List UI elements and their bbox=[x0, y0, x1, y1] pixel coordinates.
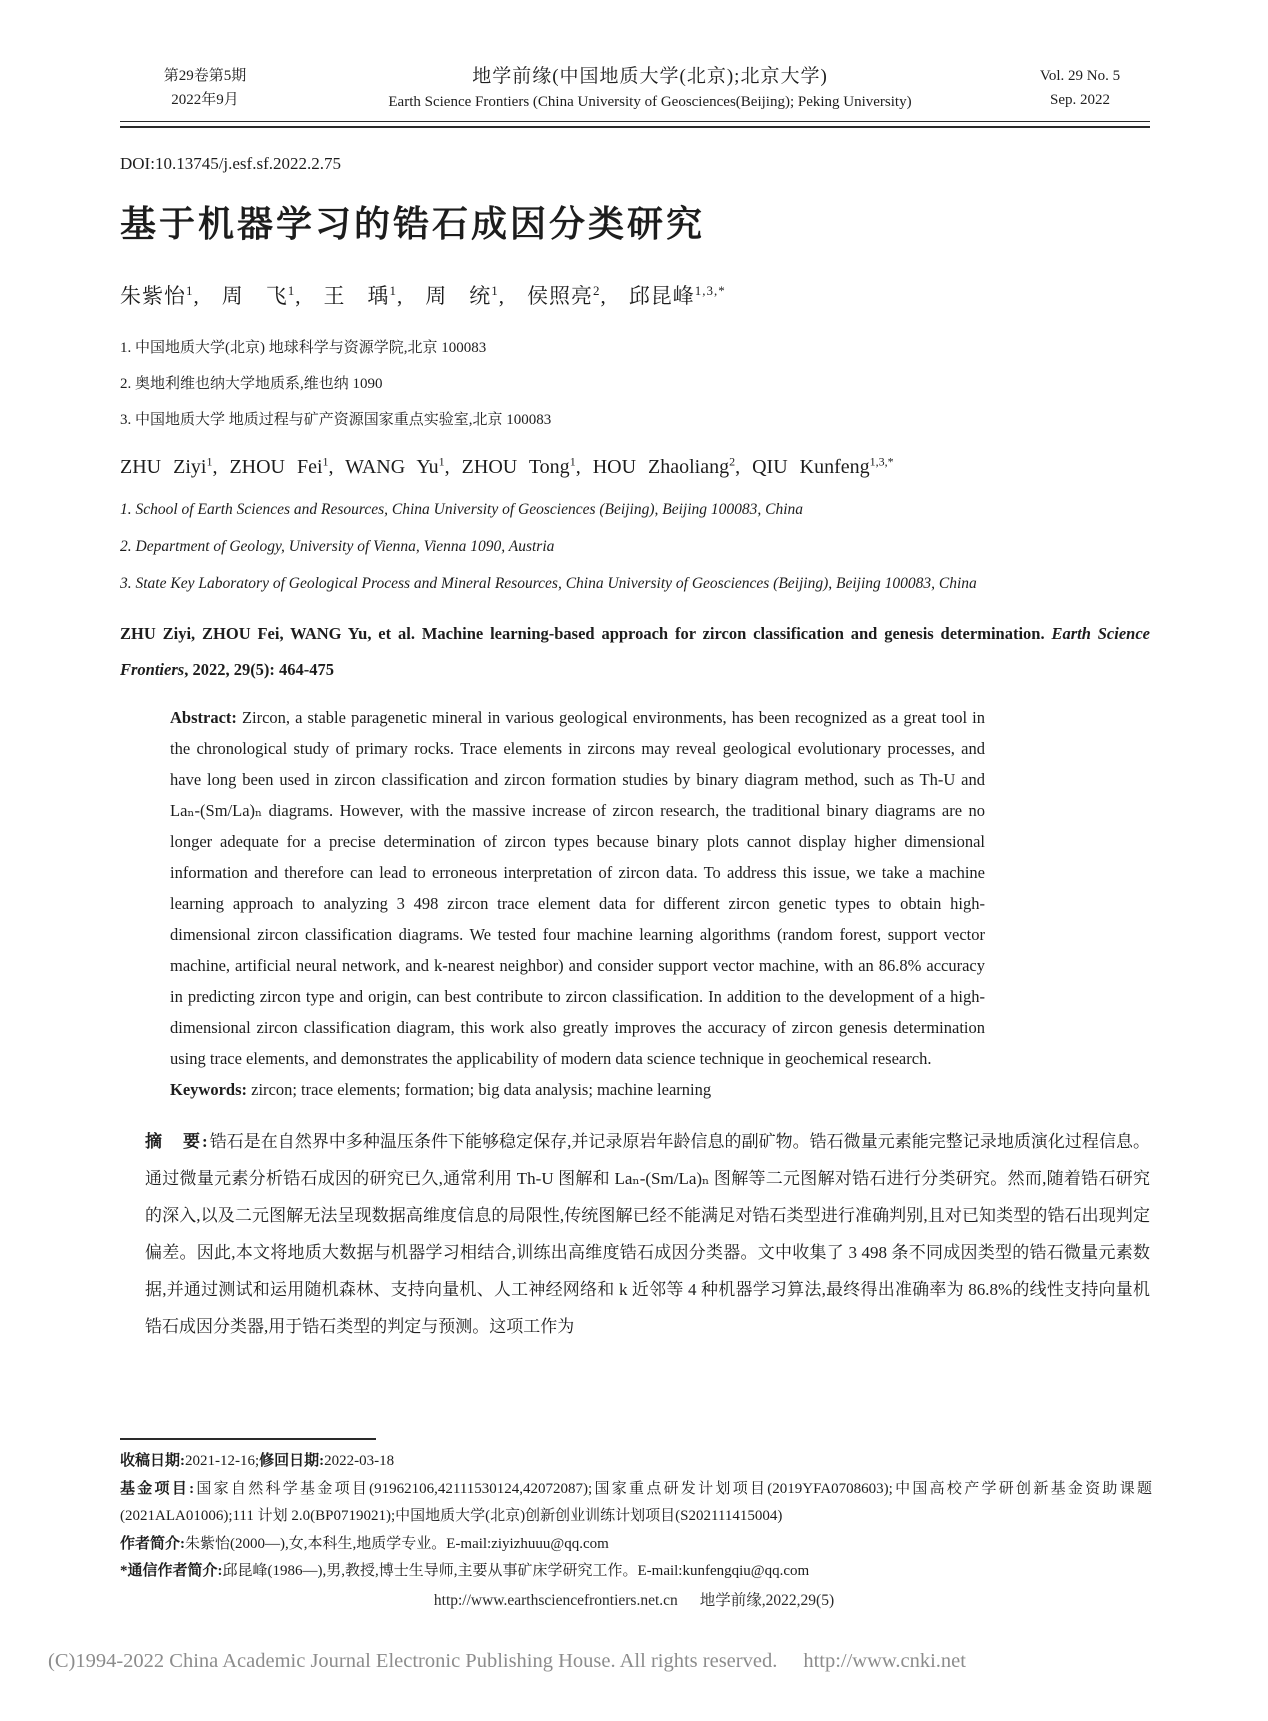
citation-line-seg: ZHU Ziyi, ZHOU Fei, WANG Yu, et al. Machine learning-based approach for zircon classification and genesis determination. bbox=[120, 624, 1052, 643]
affiliation-en-2: 2. Department of Geology, University of Vienna, Vienna 1090, Austria bbox=[120, 538, 555, 555]
superscript: 2 bbox=[593, 283, 601, 298]
header-issue-cn-block bbox=[120, 64, 290, 112]
abstract-cn-label: 摘 要: bbox=[145, 1132, 210, 1151]
journal-name-en: Earth Science Frontiers (China University of Geosciences(Beijing); Peking University) bbox=[388, 94, 912, 110]
affiliation-cn-3: 3. 中国地质大学 地质过程与矿产资源国家重点实验室,北京 100083 bbox=[120, 412, 552, 428]
authors-cn bbox=[120, 280, 1150, 310]
page-footer bbox=[0, 1588, 1268, 1610]
journal-url: http://www.earthsciencefrontiers.net.cn bbox=[433, 1592, 678, 1609]
issue-en: Vol. 29 No. 5 bbox=[1039, 68, 1121, 84]
article-title-cn: 基于机器学习的锆石成因分类研究 bbox=[120, 204, 706, 244]
footnote-received-dates-seg: 修回日期: bbox=[259, 1453, 325, 1469]
abstract-en-block bbox=[170, 702, 985, 1105]
header-issue-en-block bbox=[1010, 64, 1150, 112]
footnote-received-dates bbox=[120, 1448, 1152, 1476]
superscript: 1 bbox=[206, 454, 213, 469]
superscript: 1 bbox=[389, 283, 397, 298]
footnote-first-author-bio bbox=[120, 1531, 1152, 1559]
superscript: 1 bbox=[186, 283, 194, 298]
superscript: 1 bbox=[569, 454, 576, 469]
footnote-received-dates-seg: 收稿日期: bbox=[120, 1453, 185, 1469]
cnki-url: http://www.cnki.net bbox=[803, 1650, 966, 1672]
authors-en bbox=[120, 456, 1150, 479]
affiliation-cn-2: 2. 奥地利维也纳大学地质系,维也纳 1090 bbox=[120, 376, 383, 392]
authors-en-seg: , ZHOU Tong bbox=[444, 456, 570, 478]
footnote-funding-seg: 国家自然科学基金项目(91962106,42111530124,42072087);国家重点研发计划项目(2019YFA0708603);中国高校产学研创新基金资助课题(2021ALA01006);111 计划 2.0(BP0719021);中国地质大学(北京)创新创业训练计划项目(S202111415004) bbox=[120, 1480, 1152, 1524]
footnote-block bbox=[120, 1438, 1152, 1586]
issue-cn: 第29卷第5期 bbox=[163, 68, 247, 84]
superscript: 1 bbox=[491, 283, 499, 298]
authors-cn-seg: 朱紫怡 bbox=[120, 284, 186, 308]
copyright-text: (C)1994-2022 China Academic Journal Electronic Publishing House. All rights reserved. bbox=[48, 1650, 778, 1672]
authors-cn-seg: , 周 统 bbox=[397, 284, 492, 308]
affiliation-en-3: 3. State Key Laboratory of Geological Process and Mineral Resources, China University of Geosciences (Beijing), Beijing 100083, China bbox=[120, 575, 977, 592]
footnote-first-author-bio-seg: 朱紫怡(2000—),女,本科生,地质学专业。E-mail:ziyizhuuu@qq.com bbox=[185, 1535, 609, 1552]
authors-en-seg: , ZHOU Fei bbox=[212, 456, 323, 478]
keywords-line bbox=[170, 1074, 985, 1105]
superscript: 1 bbox=[287, 283, 296, 298]
superscript: 2 bbox=[729, 454, 736, 469]
journal-header bbox=[120, 64, 1150, 114]
doi-line: DOI:10.13745/j.esf.sf.2022.2.75 bbox=[120, 154, 341, 173]
superscript: 1 bbox=[322, 454, 329, 469]
header-journal-block bbox=[290, 64, 1010, 114]
citation-line-seg: , 2022, 29(5): 464-475 bbox=[184, 660, 335, 679]
copyright-line bbox=[48, 1650, 966, 1673]
authors-cn-seg: , 周 飞 bbox=[193, 284, 288, 308]
journal-name-cn: 地学前缘(中国地质大学(北京);北京大学) bbox=[472, 66, 828, 87]
abstract-cn-block bbox=[145, 1123, 1150, 1345]
footnote-corresponding-author-bio bbox=[120, 1558, 1152, 1586]
footnote-corresponding-author-bio-seg: *通信作者简介: bbox=[120, 1563, 223, 1579]
footnote-lines bbox=[120, 1448, 1152, 1586]
abstract-en bbox=[170, 702, 985, 1074]
authors-cn-seg: , 侯照亮 bbox=[498, 284, 593, 308]
authors-en-seg: ZHU Ziyi bbox=[120, 456, 207, 478]
superscript: 1,3,* bbox=[869, 454, 894, 469]
footnote-corresponding-author-bio-seg: 邱昆峰(1986—),男,教授,博士生导师,主要从事矿床学研究工作。E-mail:kunfengqiu@qq.com bbox=[222, 1563, 810, 1579]
authors-cn-seg: , 王 瑀 bbox=[295, 284, 390, 308]
abstract-label: Abstract: bbox=[170, 708, 237, 727]
citation-line bbox=[120, 616, 1150, 688]
superscript: 1,3,* bbox=[694, 283, 726, 298]
keywords-text: zircon; trace elements; formation; big data analysis; machine learning bbox=[251, 1080, 712, 1099]
keywords-label: Keywords: bbox=[170, 1080, 247, 1099]
footnote-funding-seg: 基金项目: bbox=[120, 1480, 195, 1497]
superscript: 1 bbox=[438, 454, 445, 469]
footnote-first-author-bio-seg: 作者简介: bbox=[120, 1535, 185, 1552]
footnote-rule bbox=[120, 1438, 376, 1440]
footnote-received-dates-seg: 2022-03-18 bbox=[324, 1453, 395, 1469]
abstract-text: Zircon, a stable paragenetic mineral in various geological environments, has been recognized as a great tool in the chronological study of primary rocks. Trace elements in zircons may reveal geological evolutionary processes, and have long been used in zircon classification and zircon formation studies by binary diagram method, such as Th-U and Laₙ-(Sm/La)ₙ diagrams. However, with the massive increase of zircon research, the traditional binary diagrams are no longer adequate for a precise determination of zircon types because binary plots cannot display higher dimensional information and therefore can lead to erroneous interpretation of zircon data. To address this issue, we take a machine learning approach to analyzing 3 498 zircon trace element data for different zircon genetic types to obtain high-dimensional zircon classification diagrams. We tested four machine learning algorithms (random forest, support vector machine, artificial neural network, and k-nearest neighbor) and consider support vector machine, with an 86.8% accuracy in predicting zircon type and origin, can best contribute to zircon classification. In addition to the development of a high-dimensional zircon classification diagram, this work also greatly improves the accuracy of zircon genesis determination using trace elements, and demonstrates the applicability of modern data science technique in geochemical research. bbox=[170, 708, 986, 1068]
authors-en-seg: , HOU Zhaoliang bbox=[575, 456, 730, 478]
citation-line-seg: Earth Science Frontiers bbox=[120, 624, 1150, 679]
affiliation-en-1: 1. School of Earth Sciences and Resources, China University of Geosciences (Beijing), Beijing 100083, China bbox=[120, 501, 804, 518]
authors-en-seg: , QIU Kunfeng bbox=[735, 456, 870, 478]
affiliations-cn bbox=[120, 330, 1150, 438]
date-en: Sep. 2022 bbox=[1050, 92, 1110, 108]
affiliations-en bbox=[120, 491, 1150, 602]
abstract-cn-text: 锆石是在自然界中多种温压条件下能够稳定保存,并记录原岩年龄信息的副矿物。锆石微量元素能完整记录地质演化过程信息。通过微量元素分析锆石成因的研究已久,通常利用 Th-U 图解和 Laₙ-(Sm/La)ₙ 图解等二元图解对锆石进行分类研究。然而,随着锆石研究的深入,以及二元图解无法呈现数据高维度信息的局限性,传统图解已经不能满足对锆石类型进行准确判别,且对已知类型的锆石出现判定偏差。因此,本文将地质大数据与机器学习相结合,训练出高维度锆石成因分类器。文中收集了 3 498 条不同成因类型的锆石微量元素数据,并通过测试和运用随机森林、支持向量机、人工神经网络和 k 近邻等 4 种机器学习算法,最终得出准确率为 86.8%的线性支持向量机锆石成因分类器,用于锆石类型的判定与预测。这项工作为 bbox=[145, 1132, 1150, 1336]
journal-ref: 地学前缘,2022,29(5) bbox=[699, 1592, 835, 1609]
footnote-received-dates-seg: 2021-12-16; bbox=[185, 1453, 260, 1469]
header-double-rule bbox=[120, 121, 1150, 128]
authors-en-seg: , WANG Yu bbox=[328, 456, 439, 478]
authors-cn-seg: , 邱昆峰 bbox=[600, 284, 695, 308]
affiliation-cn-1: 1. 中国地质大学(北京) 地球科学与资源学院,北京 100083 bbox=[120, 340, 487, 356]
date-cn: 2022年9月 bbox=[171, 92, 239, 108]
footnote-funding bbox=[120, 1476, 1152, 1531]
